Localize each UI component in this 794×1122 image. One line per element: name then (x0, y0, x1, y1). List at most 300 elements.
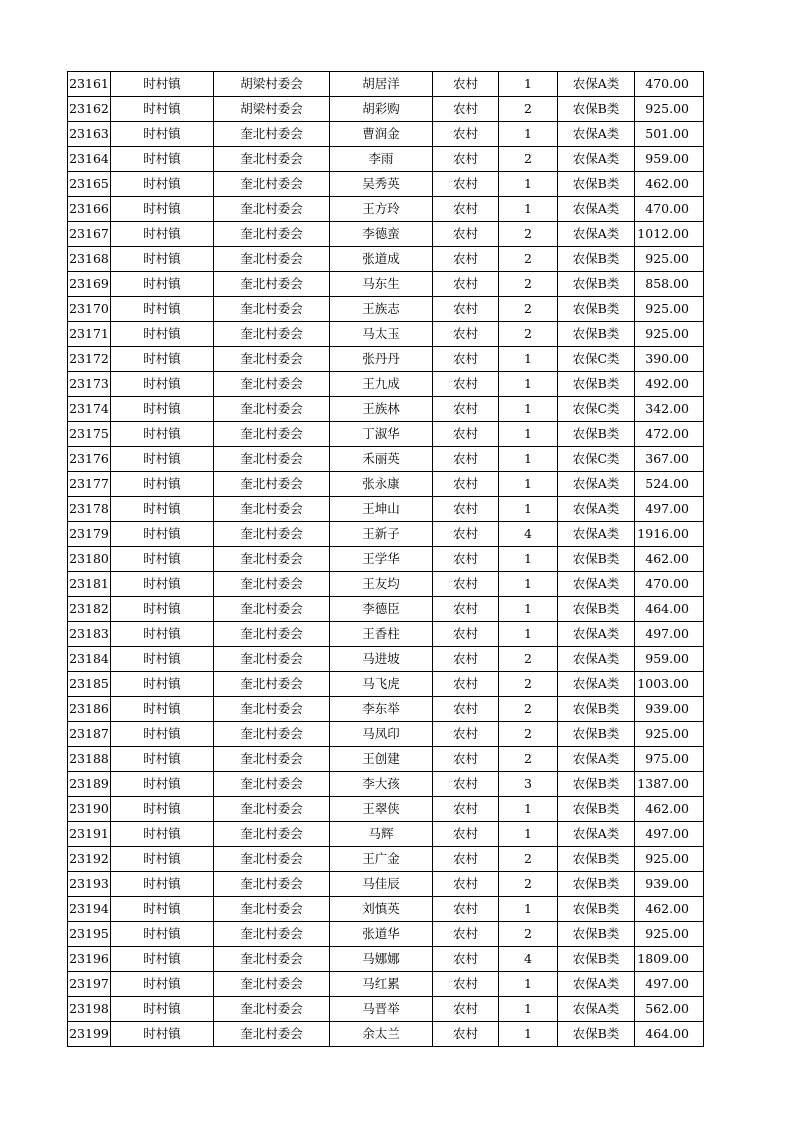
table-row (68, 972, 704, 997)
table-row (68, 147, 704, 172)
amount-cell: 1809.00 (635, 947, 704, 972)
village-committee-cell: 奎北村委会 (214, 347, 330, 372)
amount-cell: 497.00 (635, 622, 704, 647)
table-row (68, 422, 704, 447)
insurance-category-cell: 农保B类 (558, 847, 635, 872)
area-type-cell: 农村 (433, 472, 499, 497)
insurance-category-cell: 农保B类 (558, 947, 635, 972)
town-cell: 时村镇 (111, 997, 214, 1022)
town-cell: 时村镇 (111, 247, 214, 272)
area-type-cell: 农村 (433, 797, 499, 822)
household-count-cell: 1 (499, 447, 558, 472)
village-committee-cell: 奎北村委会 (214, 447, 330, 472)
area-type-cell: 农村 (433, 897, 499, 922)
household-count-cell: 1 (499, 597, 558, 622)
town-cell: 时村镇 (111, 447, 214, 472)
household-count-cell: 2 (499, 297, 558, 322)
town-cell: 时村镇 (111, 672, 214, 697)
town-cell: 时村镇 (111, 97, 214, 122)
name-cell: 王新子 (330, 522, 433, 547)
amount-cell: 1003.00 (635, 672, 704, 697)
table-row (68, 672, 704, 697)
area-type-cell: 农村 (433, 822, 499, 847)
area-type-cell: 农村 (433, 672, 499, 697)
household-count-cell: 1 (499, 622, 558, 647)
area-type-cell: 农村 (433, 722, 499, 747)
insurance-category-cell: 农保A类 (558, 72, 635, 97)
insurance-category-cell: 农保B类 (558, 322, 635, 347)
village-committee-cell: 奎北村委会 (214, 247, 330, 272)
serial-number-cell: 23167 (68, 222, 111, 247)
area-type-cell: 农村 (433, 397, 499, 422)
table-body (68, 72, 704, 1047)
name-cell: 王翠侠 (330, 797, 433, 822)
insurance-category-cell: 农保B类 (558, 772, 635, 797)
household-count-cell: 1 (499, 422, 558, 447)
village-committee-cell: 奎北村委会 (214, 547, 330, 572)
serial-number-cell: 23190 (68, 797, 111, 822)
amount-cell: 975.00 (635, 747, 704, 772)
town-cell: 时村镇 (111, 897, 214, 922)
amount-cell: 1387.00 (635, 772, 704, 797)
table-row (68, 222, 704, 247)
household-count-cell: 1 (499, 547, 558, 572)
village-committee-cell: 奎北村委会 (214, 897, 330, 922)
amount-cell: 497.00 (635, 972, 704, 997)
village-committee-cell: 奎北村委会 (214, 797, 330, 822)
area-type-cell: 农村 (433, 847, 499, 872)
area-type-cell: 农村 (433, 322, 499, 347)
serial-number-cell: 23194 (68, 897, 111, 922)
table-row (68, 197, 704, 222)
serial-number-cell: 23171 (68, 322, 111, 347)
serial-number-cell: 23191 (68, 822, 111, 847)
table-row (68, 347, 704, 372)
insurance-category-cell: 农保B类 (558, 722, 635, 747)
serial-number-cell: 23173 (68, 372, 111, 397)
village-committee-cell: 奎北村委会 (214, 1022, 330, 1047)
town-cell: 时村镇 (111, 297, 214, 322)
town-cell: 时村镇 (111, 822, 214, 847)
serial-number-cell: 23176 (68, 447, 111, 472)
table-row (68, 797, 704, 822)
household-count-cell: 2 (499, 97, 558, 122)
town-cell: 时村镇 (111, 272, 214, 297)
table-row (68, 947, 704, 972)
town-cell: 时村镇 (111, 797, 214, 822)
name-cell: 马娜娜 (330, 947, 433, 972)
table-row (68, 822, 704, 847)
serial-number-cell: 23187 (68, 722, 111, 747)
town-cell: 时村镇 (111, 522, 214, 547)
household-count-cell: 1 (499, 197, 558, 222)
name-cell: 胡彩购 (330, 97, 433, 122)
table-row (68, 372, 704, 397)
village-committee-cell: 奎北村委会 (214, 147, 330, 172)
table-row (68, 747, 704, 772)
town-cell: 时村镇 (111, 1022, 214, 1047)
amount-cell: 367.00 (635, 447, 704, 472)
village-committee-cell: 奎北村委会 (214, 822, 330, 847)
insurance-category-cell: 农保A类 (558, 222, 635, 247)
insurance-category-cell: 农保B类 (558, 1022, 635, 1047)
insurance-category-cell: 农保B类 (558, 872, 635, 897)
area-type-cell: 农村 (433, 947, 499, 972)
village-committee-cell: 奎北村委会 (214, 222, 330, 247)
village-committee-cell: 奎北村委会 (214, 572, 330, 597)
serial-number-cell: 23172 (68, 347, 111, 372)
household-count-cell: 1 (499, 397, 558, 422)
village-committee-cell: 奎北村委会 (214, 372, 330, 397)
village-committee-cell: 奎北村委会 (214, 172, 330, 197)
town-cell: 时村镇 (111, 747, 214, 772)
amount-cell: 959.00 (635, 647, 704, 672)
name-cell: 李东举 (330, 697, 433, 722)
table-row (68, 697, 704, 722)
name-cell: 马进坡 (330, 647, 433, 672)
serial-number-cell: 23183 (68, 622, 111, 647)
name-cell: 马凤印 (330, 722, 433, 747)
area-type-cell: 农村 (433, 922, 499, 947)
household-count-cell: 4 (499, 522, 558, 547)
town-cell: 时村镇 (111, 597, 214, 622)
serial-number-cell: 23179 (68, 522, 111, 547)
name-cell: 王学华 (330, 547, 433, 572)
area-type-cell: 农村 (433, 147, 499, 172)
amount-cell: 492.00 (635, 372, 704, 397)
area-type-cell: 农村 (433, 972, 499, 997)
area-type-cell: 农村 (433, 297, 499, 322)
amount-cell: 925.00 (635, 97, 704, 122)
village-committee-cell: 奎北村委会 (214, 622, 330, 647)
amount-cell: 1916.00 (635, 522, 704, 547)
village-committee-cell: 奎北村委会 (214, 672, 330, 697)
town-cell: 时村镇 (111, 147, 214, 172)
household-count-cell: 2 (499, 647, 558, 672)
village-committee-cell: 奎北村委会 (214, 772, 330, 797)
insurance-category-cell: 农保B类 (558, 922, 635, 947)
village-committee-cell: 奎北村委会 (214, 947, 330, 972)
household-count-cell: 2 (499, 672, 558, 697)
insurance-category-cell: 农保A类 (558, 147, 635, 172)
insurance-category-cell: 农保A类 (558, 997, 635, 1022)
table-row (68, 97, 704, 122)
area-type-cell: 农村 (433, 247, 499, 272)
household-count-cell: 1 (499, 822, 558, 847)
serial-number-cell: 23189 (68, 772, 111, 797)
serial-number-cell: 23185 (68, 672, 111, 697)
town-cell: 时村镇 (111, 772, 214, 797)
insurance-category-cell: 农保B类 (558, 247, 635, 272)
village-committee-cell: 奎北村委会 (214, 922, 330, 947)
name-cell: 王坤山 (330, 497, 433, 522)
area-type-cell: 农村 (433, 772, 499, 797)
table-row (68, 297, 704, 322)
insurance-category-cell: 农保B类 (558, 897, 635, 922)
household-count-cell: 1 (499, 797, 558, 822)
town-cell: 时村镇 (111, 922, 214, 947)
household-count-cell: 3 (499, 772, 558, 797)
area-type-cell: 农村 (433, 447, 499, 472)
serial-number-cell: 23177 (68, 472, 111, 497)
household-count-cell: 2 (499, 922, 558, 947)
amount-cell: 925.00 (635, 247, 704, 272)
name-cell: 王九成 (330, 372, 433, 397)
amount-cell: 562.00 (635, 997, 704, 1022)
amount-cell: 497.00 (635, 497, 704, 522)
village-committee-cell: 奎北村委会 (214, 197, 330, 222)
amount-cell: 470.00 (635, 197, 704, 222)
household-count-cell: 2 (499, 847, 558, 872)
serial-number-cell: 23162 (68, 97, 111, 122)
village-committee-cell: 奎北村委会 (214, 847, 330, 872)
town-cell: 时村镇 (111, 472, 214, 497)
table-row (68, 772, 704, 797)
table-row (68, 322, 704, 347)
serial-number-cell: 23178 (68, 497, 111, 522)
insurance-category-cell: 农保B类 (558, 697, 635, 722)
town-cell: 时村镇 (111, 422, 214, 447)
table-row (68, 547, 704, 572)
name-cell: 马太玉 (330, 322, 433, 347)
household-count-cell: 1 (499, 572, 558, 597)
household-count-cell: 2 (499, 272, 558, 297)
insurance-category-cell: 农保B类 (558, 597, 635, 622)
table-row (68, 247, 704, 272)
insurance-category-cell: 农保B类 (558, 272, 635, 297)
insurance-category-cell: 农保C类 (558, 397, 635, 422)
name-cell: 李德蛮 (330, 222, 433, 247)
name-cell: 王友均 (330, 572, 433, 597)
name-cell: 马辉 (330, 822, 433, 847)
town-cell: 时村镇 (111, 547, 214, 572)
name-cell: 马红累 (330, 972, 433, 997)
area-type-cell: 农村 (433, 697, 499, 722)
insurance-category-cell: 农保B类 (558, 422, 635, 447)
village-committee-cell: 奎北村委会 (214, 697, 330, 722)
insurance-category-cell: 农保A类 (558, 822, 635, 847)
amount-cell: 939.00 (635, 872, 704, 897)
household-count-cell: 1 (499, 122, 558, 147)
table-row (68, 1022, 704, 1047)
name-cell: 曹润金 (330, 122, 433, 147)
household-count-cell: 2 (499, 247, 558, 272)
name-cell: 王香柱 (330, 622, 433, 647)
table-row (68, 722, 704, 747)
village-committee-cell: 奎北村委会 (214, 497, 330, 522)
insurance-category-cell: 农保B类 (558, 547, 635, 572)
serial-number-cell: 23195 (68, 922, 111, 947)
village-committee-cell: 胡梁村委会 (214, 72, 330, 97)
amount-cell: 462.00 (635, 897, 704, 922)
amount-cell: 925.00 (635, 922, 704, 947)
serial-number-cell: 23170 (68, 297, 111, 322)
town-cell: 时村镇 (111, 497, 214, 522)
serial-number-cell: 23192 (68, 847, 111, 872)
serial-number-cell: 23163 (68, 122, 111, 147)
village-committee-cell: 奎北村委会 (214, 472, 330, 497)
insurance-category-cell: 农保B类 (558, 97, 635, 122)
town-cell: 时村镇 (111, 322, 214, 347)
town-cell: 时村镇 (111, 197, 214, 222)
area-type-cell: 农村 (433, 497, 499, 522)
town-cell: 时村镇 (111, 172, 214, 197)
town-cell: 时村镇 (111, 622, 214, 647)
village-committee-cell: 奎北村委会 (214, 997, 330, 1022)
town-cell: 时村镇 (111, 222, 214, 247)
town-cell: 时村镇 (111, 397, 214, 422)
village-committee-cell: 奎北村委会 (214, 272, 330, 297)
area-type-cell: 农村 (433, 97, 499, 122)
name-cell: 马晋举 (330, 997, 433, 1022)
insurance-category-cell: 农保A类 (558, 122, 635, 147)
table-row (68, 922, 704, 947)
area-type-cell: 农村 (433, 747, 499, 772)
insurance-category-cell: 农保C类 (558, 347, 635, 372)
insurance-category-cell: 农保B类 (558, 172, 635, 197)
area-type-cell: 农村 (433, 572, 499, 597)
amount-cell: 925.00 (635, 722, 704, 747)
village-committee-cell: 奎北村委会 (214, 322, 330, 347)
name-cell: 刘慎英 (330, 897, 433, 922)
insurance-category-cell: 农保A类 (558, 747, 635, 772)
household-count-cell: 4 (499, 947, 558, 972)
serial-number-cell: 23174 (68, 397, 111, 422)
name-cell: 胡居洋 (330, 72, 433, 97)
insurance-category-cell: 农保C类 (558, 447, 635, 472)
town-cell: 时村镇 (111, 572, 214, 597)
household-count-cell: 1 (499, 472, 558, 497)
table-row (68, 622, 704, 647)
amount-cell: 472.00 (635, 422, 704, 447)
insurance-category-cell: 农保B类 (558, 297, 635, 322)
amount-cell: 925.00 (635, 322, 704, 347)
serial-number-cell: 23184 (68, 647, 111, 672)
serial-number-cell: 23175 (68, 422, 111, 447)
village-committee-cell: 奎北村委会 (214, 122, 330, 147)
area-type-cell: 农村 (433, 1022, 499, 1047)
relief-roster-table (67, 71, 704, 1047)
town-cell: 时村镇 (111, 347, 214, 372)
area-type-cell: 农村 (433, 222, 499, 247)
name-cell: 张丹丹 (330, 347, 433, 372)
village-committee-cell: 奎北村委会 (214, 522, 330, 547)
insurance-category-cell: 农保A类 (558, 497, 635, 522)
household-count-cell: 2 (499, 872, 558, 897)
amount-cell: 959.00 (635, 147, 704, 172)
name-cell: 王族林 (330, 397, 433, 422)
area-type-cell: 农村 (433, 172, 499, 197)
amount-cell: 462.00 (635, 797, 704, 822)
area-type-cell: 农村 (433, 347, 499, 372)
amount-cell: 390.00 (635, 347, 704, 372)
serial-number-cell: 23182 (68, 597, 111, 622)
household-count-cell: 1 (499, 972, 558, 997)
village-committee-cell: 胡梁村委会 (214, 97, 330, 122)
serial-number-cell: 23188 (68, 747, 111, 772)
amount-cell: 501.00 (635, 122, 704, 147)
household-count-cell: 1 (499, 997, 558, 1022)
serial-number-cell: 23196 (68, 947, 111, 972)
table-row (68, 522, 704, 547)
area-type-cell: 农村 (433, 547, 499, 572)
serial-number-cell: 23168 (68, 247, 111, 272)
insurance-category-cell: 农保B类 (558, 797, 635, 822)
town-cell: 时村镇 (111, 372, 214, 397)
household-count-cell: 1 (499, 497, 558, 522)
household-count-cell: 1 (499, 897, 558, 922)
village-committee-cell: 奎北村委会 (214, 872, 330, 897)
serial-number-cell: 23186 (68, 697, 111, 722)
insurance-category-cell: 农保A类 (558, 972, 635, 997)
amount-cell: 470.00 (635, 572, 704, 597)
name-cell: 马飞虎 (330, 672, 433, 697)
table-row (68, 497, 704, 522)
amount-cell: 925.00 (635, 297, 704, 322)
table-row (68, 122, 704, 147)
town-cell: 时村镇 (111, 947, 214, 972)
village-committee-cell: 奎北村委会 (214, 972, 330, 997)
amount-cell: 462.00 (635, 172, 704, 197)
insurance-category-cell: 农保A类 (558, 522, 635, 547)
table-row (68, 897, 704, 922)
name-cell: 余太兰 (330, 1022, 433, 1047)
serial-number-cell: 23161 (68, 72, 111, 97)
village-committee-cell: 奎北村委会 (214, 597, 330, 622)
household-count-cell: 1 (499, 72, 558, 97)
village-committee-cell: 奎北村委会 (214, 722, 330, 747)
area-type-cell: 农村 (433, 997, 499, 1022)
area-type-cell: 农村 (433, 197, 499, 222)
name-cell: 李德臣 (330, 597, 433, 622)
town-cell: 时村镇 (111, 972, 214, 997)
serial-number-cell: 23166 (68, 197, 111, 222)
town-cell: 时村镇 (111, 847, 214, 872)
table-row (68, 397, 704, 422)
insurance-category-cell: 农保A类 (558, 647, 635, 672)
name-cell: 张道华 (330, 922, 433, 947)
table-row (68, 997, 704, 1022)
name-cell: 马佳辰 (330, 872, 433, 897)
area-type-cell: 农村 (433, 422, 499, 447)
amount-cell: 939.00 (635, 697, 704, 722)
table-row (68, 847, 704, 872)
insurance-category-cell: 农保A类 (558, 197, 635, 222)
insurance-category-cell: 农保A类 (558, 672, 635, 697)
insurance-category-cell: 农保A类 (558, 622, 635, 647)
name-cell: 王创建 (330, 747, 433, 772)
amount-cell: 1012.00 (635, 222, 704, 247)
serial-number-cell: 23181 (68, 572, 111, 597)
name-cell: 吴秀英 (330, 172, 433, 197)
serial-number-cell: 23165 (68, 172, 111, 197)
household-count-cell: 2 (499, 722, 558, 747)
serial-number-cell: 23193 (68, 872, 111, 897)
table-row (68, 447, 704, 472)
area-type-cell: 农村 (433, 647, 499, 672)
insurance-category-cell: 农保A类 (558, 572, 635, 597)
amount-cell: 342.00 (635, 397, 704, 422)
household-count-cell: 1 (499, 372, 558, 397)
name-cell: 王广金 (330, 847, 433, 872)
area-type-cell: 农村 (433, 72, 499, 97)
amount-cell: 925.00 (635, 847, 704, 872)
amount-cell: 497.00 (635, 822, 704, 847)
household-count-cell: 2 (499, 697, 558, 722)
serial-number-cell: 23199 (68, 1022, 111, 1047)
insurance-category-cell: 农保A类 (558, 472, 635, 497)
household-count-cell: 2 (499, 322, 558, 347)
